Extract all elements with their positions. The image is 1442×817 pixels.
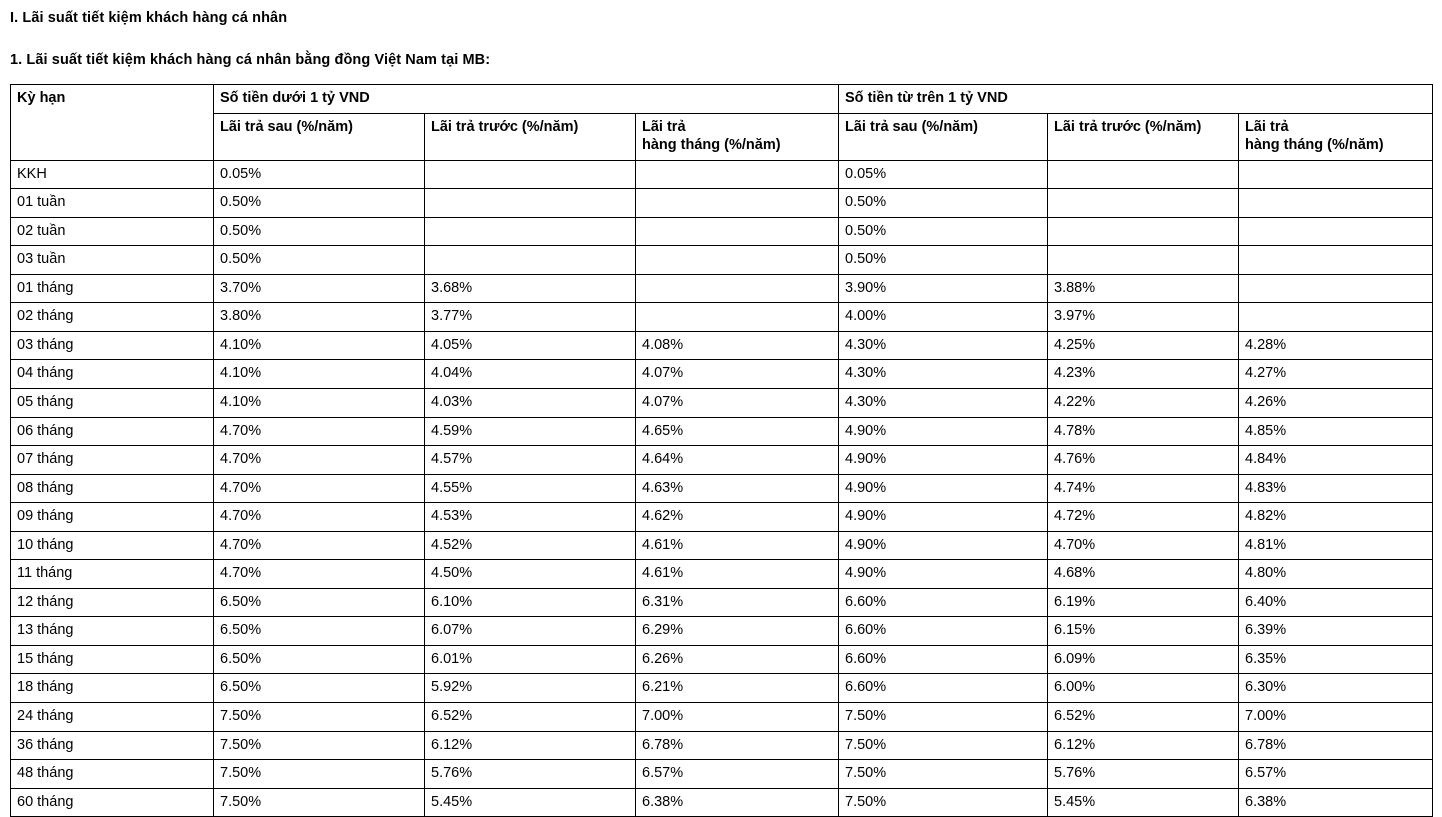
cell-under-0: 7.50% bbox=[214, 788, 425, 817]
cell-term: 03 tuần bbox=[11, 246, 214, 275]
cell-under-1 bbox=[425, 189, 636, 218]
cell-over-2 bbox=[1239, 303, 1433, 332]
cell-under-2 bbox=[636, 217, 839, 246]
cell-over-0: 4.30% bbox=[839, 389, 1048, 418]
cell-under-1 bbox=[425, 160, 636, 189]
cell-over-1: 4.76% bbox=[1048, 446, 1239, 475]
cell-term: 12 tháng bbox=[11, 588, 214, 617]
table-row bbox=[11, 189, 1433, 218]
header-under-paid-at-end: Lãi trả sau (%/năm) bbox=[214, 113, 425, 160]
table-row bbox=[11, 617, 1433, 646]
cell-over-2 bbox=[1239, 189, 1433, 218]
cell-under-0: 0.05% bbox=[214, 160, 425, 189]
cell-over-0: 6.60% bbox=[839, 617, 1048, 646]
header-over-paid-upfront: Lãi trả trước (%/năm) bbox=[1048, 113, 1239, 160]
cell-over-0: 4.90% bbox=[839, 446, 1048, 475]
cell-under-0: 4.70% bbox=[214, 474, 425, 503]
cell-over-2: 4.26% bbox=[1239, 389, 1433, 418]
cell-under-2: 6.78% bbox=[636, 731, 839, 760]
table-row bbox=[11, 531, 1433, 560]
cell-term: 13 tháng bbox=[11, 617, 214, 646]
cell-term: 24 tháng bbox=[11, 703, 214, 732]
cell-under-2: 6.21% bbox=[636, 674, 839, 703]
cell-under-2: 4.65% bbox=[636, 417, 839, 446]
cell-under-0: 6.50% bbox=[214, 645, 425, 674]
table-row bbox=[11, 389, 1433, 418]
header-group-over-1bn: Số tiền từ trên 1 tỷ VND bbox=[839, 85, 1433, 114]
cell-under-1: 4.50% bbox=[425, 560, 636, 589]
header-under-paid-monthly-line1: Lãi trả bbox=[642, 118, 686, 135]
cell-over-1 bbox=[1048, 189, 1239, 218]
cell-under-1: 6.10% bbox=[425, 588, 636, 617]
cell-over-0: 0.50% bbox=[839, 217, 1048, 246]
cell-over-1: 6.12% bbox=[1048, 731, 1239, 760]
cell-under-2: 6.38% bbox=[636, 788, 839, 817]
cell-under-2 bbox=[636, 274, 839, 303]
cell-term: 01 tuần bbox=[11, 189, 214, 218]
cell-under-0: 7.50% bbox=[214, 731, 425, 760]
cell-term: 01 tháng bbox=[11, 274, 214, 303]
interest-rate-table bbox=[10, 84, 1433, 817]
cell-under-1 bbox=[425, 217, 636, 246]
cell-under-2 bbox=[636, 189, 839, 218]
cell-term: 36 tháng bbox=[11, 731, 214, 760]
document-page bbox=[0, 10, 1442, 817]
cell-term: 02 tháng bbox=[11, 303, 214, 332]
table-row bbox=[11, 303, 1433, 332]
cell-over-2: 7.00% bbox=[1239, 703, 1433, 732]
cell-over-0: 4.30% bbox=[839, 360, 1048, 389]
cell-under-1: 4.52% bbox=[425, 531, 636, 560]
cell-over-1 bbox=[1048, 160, 1239, 189]
cell-term: 09 tháng bbox=[11, 503, 214, 532]
table-row bbox=[11, 588, 1433, 617]
cell-over-0: 7.50% bbox=[839, 703, 1048, 732]
cell-under-1: 4.59% bbox=[425, 417, 636, 446]
cell-under-1: 4.57% bbox=[425, 446, 636, 475]
cell-under-2: 6.26% bbox=[636, 645, 839, 674]
table-row bbox=[11, 446, 1433, 475]
cell-under-1: 4.04% bbox=[425, 360, 636, 389]
cell-term: 48 tháng bbox=[11, 760, 214, 789]
table-head bbox=[11, 85, 1433, 161]
cell-under-1: 4.03% bbox=[425, 389, 636, 418]
cell-term: 08 tháng bbox=[11, 474, 214, 503]
header-over-paid-at-end: Lãi trả sau (%/năm) bbox=[839, 113, 1048, 160]
cell-over-1: 5.45% bbox=[1048, 788, 1239, 817]
cell-term: KKH bbox=[11, 160, 214, 189]
cell-under-1: 4.53% bbox=[425, 503, 636, 532]
cell-under-2 bbox=[636, 246, 839, 275]
cell-over-1 bbox=[1048, 246, 1239, 275]
table-row bbox=[11, 217, 1433, 246]
cell-over-1: 6.00% bbox=[1048, 674, 1239, 703]
cell-under-0: 4.70% bbox=[214, 503, 425, 532]
cell-over-2: 6.39% bbox=[1239, 617, 1433, 646]
cell-under-0: 4.10% bbox=[214, 360, 425, 389]
cell-under-0: 0.50% bbox=[214, 189, 425, 218]
cell-under-1: 5.76% bbox=[425, 760, 636, 789]
table-body bbox=[11, 160, 1433, 817]
cell-over-0: 4.90% bbox=[839, 560, 1048, 589]
table-row bbox=[11, 731, 1433, 760]
header-under-paid-upfront: Lãi trả trước (%/năm) bbox=[425, 113, 636, 160]
cell-under-1: 6.07% bbox=[425, 617, 636, 646]
cell-over-0: 4.90% bbox=[839, 503, 1048, 532]
table-row bbox=[11, 160, 1433, 189]
cell-over-2: 6.57% bbox=[1239, 760, 1433, 789]
cell-over-1: 4.74% bbox=[1048, 474, 1239, 503]
cell-over-0: 4.90% bbox=[839, 417, 1048, 446]
header-over-paid-monthly-line2: hàng tháng (%/năm) bbox=[1245, 137, 1384, 154]
cell-under-0: 4.70% bbox=[214, 446, 425, 475]
subsection-title: 1. Lãi suất tiết kiệm khách hàng cá nhân bằng đồng Việt Nam tại MB: bbox=[10, 52, 491, 68]
cell-over-2 bbox=[1239, 217, 1433, 246]
cell-over-0: 7.50% bbox=[839, 731, 1048, 760]
cell-over-0: 7.50% bbox=[839, 788, 1048, 817]
cell-over-0: 3.90% bbox=[839, 274, 1048, 303]
table-row bbox=[11, 674, 1433, 703]
cell-under-1 bbox=[425, 246, 636, 275]
cell-over-2: 6.35% bbox=[1239, 645, 1433, 674]
cell-under-2: 4.07% bbox=[636, 389, 839, 418]
cell-over-1: 6.09% bbox=[1048, 645, 1239, 674]
table-row bbox=[11, 417, 1433, 446]
cell-over-2: 4.80% bbox=[1239, 560, 1433, 589]
cell-over-2: 4.83% bbox=[1239, 474, 1433, 503]
table-group-header-row bbox=[11, 85, 1433, 114]
cell-under-2: 4.62% bbox=[636, 503, 839, 532]
cell-term: 06 tháng bbox=[11, 417, 214, 446]
cell-under-0: 7.50% bbox=[214, 760, 425, 789]
cell-over-0: 4.90% bbox=[839, 474, 1048, 503]
cell-over-0: 0.50% bbox=[839, 189, 1048, 218]
cell-over-0: 4.90% bbox=[839, 531, 1048, 560]
cell-term: 04 tháng bbox=[11, 360, 214, 389]
cell-under-0: 4.70% bbox=[214, 417, 425, 446]
cell-under-0: 3.80% bbox=[214, 303, 425, 332]
cell-under-1: 6.01% bbox=[425, 645, 636, 674]
cell-over-2: 4.84% bbox=[1239, 446, 1433, 475]
cell-over-1: 5.76% bbox=[1048, 760, 1239, 789]
cell-under-2: 6.31% bbox=[636, 588, 839, 617]
cell-over-2: 4.81% bbox=[1239, 531, 1433, 560]
header-over-paid-monthly-line1: Lãi trả bbox=[1245, 118, 1289, 135]
cell-over-2: 4.82% bbox=[1239, 503, 1433, 532]
cell-over-0: 6.60% bbox=[839, 645, 1048, 674]
cell-over-2 bbox=[1239, 246, 1433, 275]
table-row bbox=[11, 760, 1433, 789]
table-row bbox=[11, 788, 1433, 817]
cell-over-1: 6.52% bbox=[1048, 703, 1239, 732]
cell-term: 15 tháng bbox=[11, 645, 214, 674]
table-row bbox=[11, 246, 1433, 275]
table-row bbox=[11, 645, 1433, 674]
cell-over-0: 0.50% bbox=[839, 246, 1048, 275]
cell-under-1: 5.45% bbox=[425, 788, 636, 817]
cell-under-2: 6.57% bbox=[636, 760, 839, 789]
cell-under-0: 7.50% bbox=[214, 703, 425, 732]
cell-under-0: 4.10% bbox=[214, 331, 425, 360]
cell-over-0: 4.00% bbox=[839, 303, 1048, 332]
cell-over-2: 6.38% bbox=[1239, 788, 1433, 817]
cell-under-0: 6.50% bbox=[214, 588, 425, 617]
cell-over-1: 4.23% bbox=[1048, 360, 1239, 389]
cell-term: 03 tháng bbox=[11, 331, 214, 360]
cell-over-2: 6.30% bbox=[1239, 674, 1433, 703]
cell-term: 11 tháng bbox=[11, 560, 214, 589]
cell-under-0: 4.70% bbox=[214, 531, 425, 560]
cell-under-2 bbox=[636, 303, 839, 332]
cell-under-1: 6.52% bbox=[425, 703, 636, 732]
cell-under-1: 6.12% bbox=[425, 731, 636, 760]
cell-over-0: 0.05% bbox=[839, 160, 1048, 189]
cell-under-1: 3.77% bbox=[425, 303, 636, 332]
cell-under-2 bbox=[636, 160, 839, 189]
cell-over-1: 4.68% bbox=[1048, 560, 1239, 589]
cell-term: 05 tháng bbox=[11, 389, 214, 418]
cell-over-0: 6.60% bbox=[839, 674, 1048, 703]
cell-under-2: 4.61% bbox=[636, 560, 839, 589]
cell-over-1: 4.70% bbox=[1048, 531, 1239, 560]
table-row bbox=[11, 474, 1433, 503]
cell-under-2: 4.61% bbox=[636, 531, 839, 560]
cell-over-2: 4.27% bbox=[1239, 360, 1433, 389]
cell-over-1: 6.19% bbox=[1048, 588, 1239, 617]
cell-under-1: 5.92% bbox=[425, 674, 636, 703]
table-row bbox=[11, 503, 1433, 532]
cell-under-0: 3.70% bbox=[214, 274, 425, 303]
cell-under-0: 0.50% bbox=[214, 246, 425, 275]
table-row bbox=[11, 560, 1433, 589]
cell-over-1: 4.78% bbox=[1048, 417, 1239, 446]
header-under-paid-monthly bbox=[636, 113, 839, 160]
header-group-under-1bn: Số tiền dưới 1 tỷ VND bbox=[214, 85, 839, 114]
table-row bbox=[11, 274, 1433, 303]
table-row bbox=[11, 331, 1433, 360]
cell-over-2: 4.85% bbox=[1239, 417, 1433, 446]
cell-under-2: 4.63% bbox=[636, 474, 839, 503]
cell-over-0: 6.60% bbox=[839, 588, 1048, 617]
cell-under-0: 0.50% bbox=[214, 217, 425, 246]
cell-over-0: 7.50% bbox=[839, 760, 1048, 789]
cell-under-0: 4.10% bbox=[214, 389, 425, 418]
page-title: I. Lãi suất tiết kiệm khách hàng cá nhân bbox=[10, 10, 288, 26]
cell-term: 10 tháng bbox=[11, 531, 214, 560]
cell-under-2: 4.07% bbox=[636, 360, 839, 389]
cell-over-2: 4.28% bbox=[1239, 331, 1433, 360]
cell-over-2: 6.78% bbox=[1239, 731, 1433, 760]
cell-term: 18 tháng bbox=[11, 674, 214, 703]
table-row bbox=[11, 360, 1433, 389]
cell-over-1: 4.25% bbox=[1048, 331, 1239, 360]
cell-under-0: 6.50% bbox=[214, 674, 425, 703]
cell-over-2: 6.40% bbox=[1239, 588, 1433, 617]
table-column-header-row bbox=[11, 113, 1433, 160]
cell-under-1: 4.55% bbox=[425, 474, 636, 503]
cell-term: 07 tháng bbox=[11, 446, 214, 475]
cell-over-1 bbox=[1048, 217, 1239, 246]
cell-under-1: 3.68% bbox=[425, 274, 636, 303]
cell-over-0: 4.30% bbox=[839, 331, 1048, 360]
cell-under-0: 6.50% bbox=[214, 617, 425, 646]
cell-under-2: 6.29% bbox=[636, 617, 839, 646]
cell-under-2: 4.64% bbox=[636, 446, 839, 475]
cell-over-1: 3.88% bbox=[1048, 274, 1239, 303]
cell-over-1: 4.22% bbox=[1048, 389, 1239, 418]
header-over-paid-monthly bbox=[1239, 113, 1433, 160]
cell-under-1: 4.05% bbox=[425, 331, 636, 360]
cell-under-2: 4.08% bbox=[636, 331, 839, 360]
cell-over-1: 3.97% bbox=[1048, 303, 1239, 332]
cell-over-2 bbox=[1239, 160, 1433, 189]
header-under-paid-monthly-line2: hàng tháng (%/năm) bbox=[642, 137, 781, 154]
cell-term: 60 tháng bbox=[11, 788, 214, 817]
table-row bbox=[11, 703, 1433, 732]
cell-over-1: 4.72% bbox=[1048, 503, 1239, 532]
cell-under-0: 4.70% bbox=[214, 560, 425, 589]
header-term: Kỳ hạn bbox=[11, 85, 214, 161]
cell-over-2 bbox=[1239, 274, 1433, 303]
cell-term: 02 tuần bbox=[11, 217, 214, 246]
cell-under-2: 7.00% bbox=[636, 703, 839, 732]
cell-over-1: 6.15% bbox=[1048, 617, 1239, 646]
